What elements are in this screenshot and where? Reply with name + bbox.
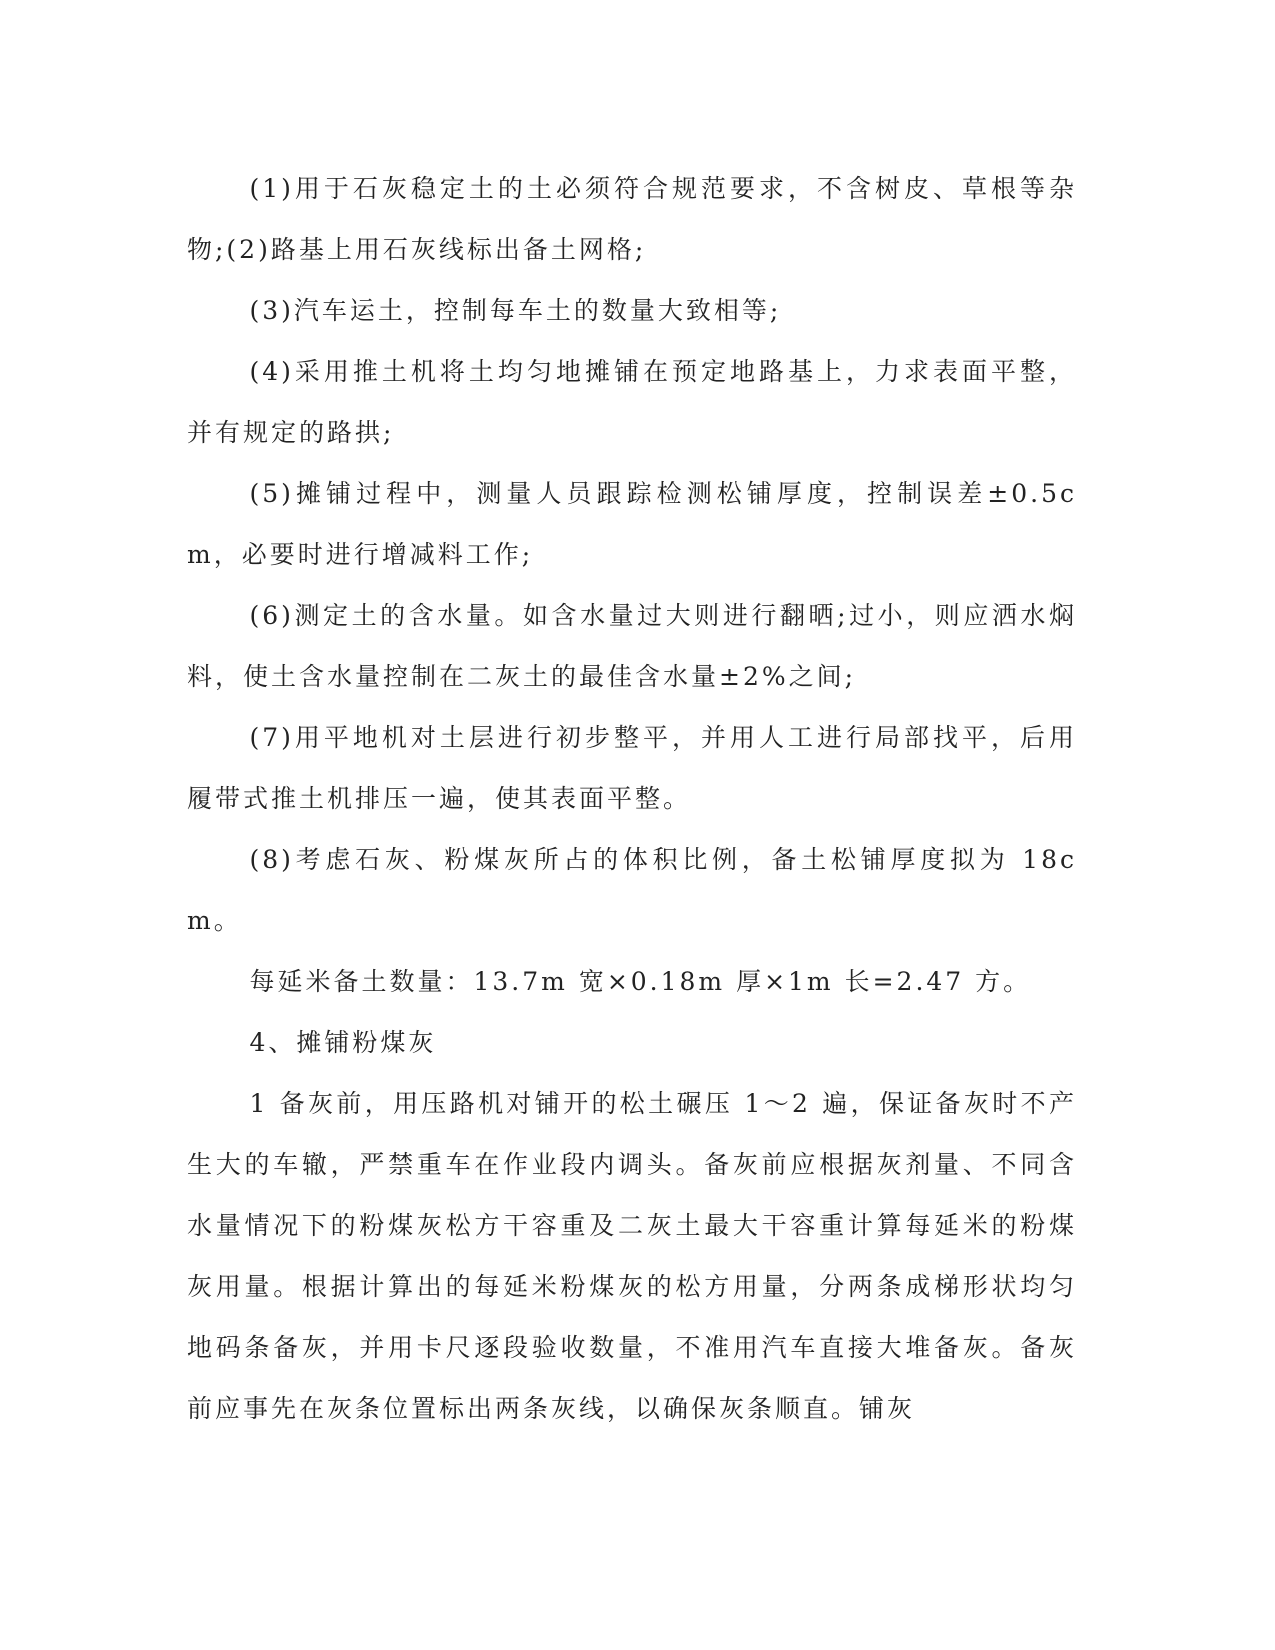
paragraph-step-1-2: (1)用于石灰稳定土的土必须符合规范要求，不含树皮、草根等杂物;(2)路基上用石灰线标出备土网格; [187,174,1077,264]
document-body [187,158,1077,1439]
paragraph-fly-ash-preparation: 1 备灰前，用压路机对铺开的松土碾压 1～2 遍，保证备灰时不产生大的车辙，严禁重车在作业段内调头。备灰前应根据灰剂量、不同含水量情况下的粉煤灰松方干容重及二灰土最大干容重计算每延米的粉煤灰用量。根据计算出的每延米粉煤灰的松方用量，分两条成梯形状均匀地码条备灰，并用卡尺逐段验收数量，不准用汽车直接大堆备灰。备灰前应事先在灰条位置标出两条灰线，以确保灰条顺直。铺灰 [187,1089,1077,1423]
section-heading-fly-ash: 4、摊铺粉煤灰 [249,1028,437,1057]
paragraph-step-7: (7)用平地机对土层进行初步整平，并用人工进行局部找平，后用履带式推土机排压一遍，使其表面平整。 [187,723,1077,813]
paragraph-step-6: (6)测定土的含水量。如含水量过大则进行翻晒;过小，则应洒水焖料，使土含水量控制在二灰土的最佳含水量±2%之间; [187,601,1077,691]
paragraph-step-8: (8)考虑石灰、粉煤灰所占的体积比例，备土松铺厚度拟为 18cm。 [187,845,1077,935]
paragraph-soil-quantity: 每延米备土数量：13.7m 宽×0.18m 厚×1m 长=2.47 方。 [249,967,1032,996]
paragraph-step-3: (3)汽车运土，控制每车土的数量大致相等; [249,296,782,325]
paragraph-step-4: (4)采用推土机将土均匀地摊铺在预定地路基上，力求表面平整，并有规定的路拱; [187,357,1077,447]
paragraph-step-5: (5)摊铺过程中，测量人员跟踪检测松铺厚度，控制误差±0.5cm，必要时进行增减料工作; [187,479,1077,569]
